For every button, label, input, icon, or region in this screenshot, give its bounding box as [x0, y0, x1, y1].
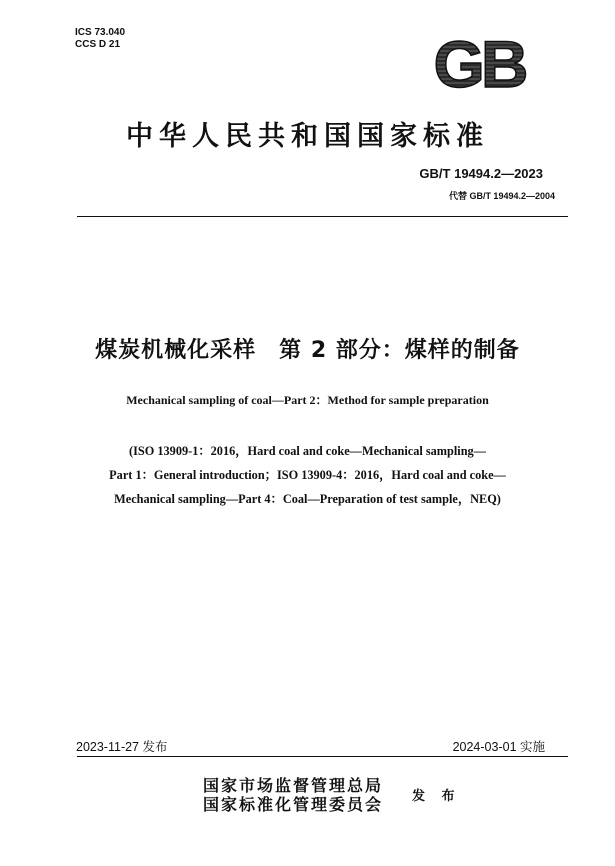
title-chinese: 煤炭机械化采样 第 2 部分：煤样的制备	[95, 338, 520, 363]
standard-number: GB/T 19494.2—2023	[419, 166, 543, 181]
implementation-date: 2024-03-01 实施	[452, 740, 545, 754]
ccs-code: CCS D 21	[75, 39, 121, 50]
issue-date: 2023-11-27 发布	[76, 740, 168, 754]
publish-label: 发 布	[412, 789, 461, 804]
ics-code: ICS 73.040	[75, 27, 126, 38]
reference-line: Mechanical sampling—Part 4：Coal—Preparation of test sample，NEQ)	[114, 492, 501, 506]
iso-reference	[70, 439, 545, 511]
top-divider	[77, 216, 568, 217]
classification-codes	[75, 27, 125, 51]
svg-text:GB: GB	[433, 33, 525, 95]
publisher-block	[203, 776, 383, 814]
replaces-standard: 代替 GB/T 19494.2—2004	[448, 191, 555, 201]
standard-category: 中华人民共和国国家标准	[126, 121, 489, 152]
publisher-line: 国家标准化管理委员会	[203, 795, 384, 814]
bottom-divider	[77, 756, 568, 757]
gb-logo	[414, 33, 544, 95]
title-english: Mechanical sampling of coal—Part 2：Method for sample preparation	[126, 393, 489, 407]
reference-line: (ISO 13909-1：2016，Hard coal and coke—Mechanical sampling—	[129, 444, 486, 458]
publisher-line: 国家市场监督管理总局	[203, 776, 384, 795]
reference-line: Part 1：General introduction；ISO 13909-4：2016，Hard coal and coke—	[109, 468, 506, 482]
